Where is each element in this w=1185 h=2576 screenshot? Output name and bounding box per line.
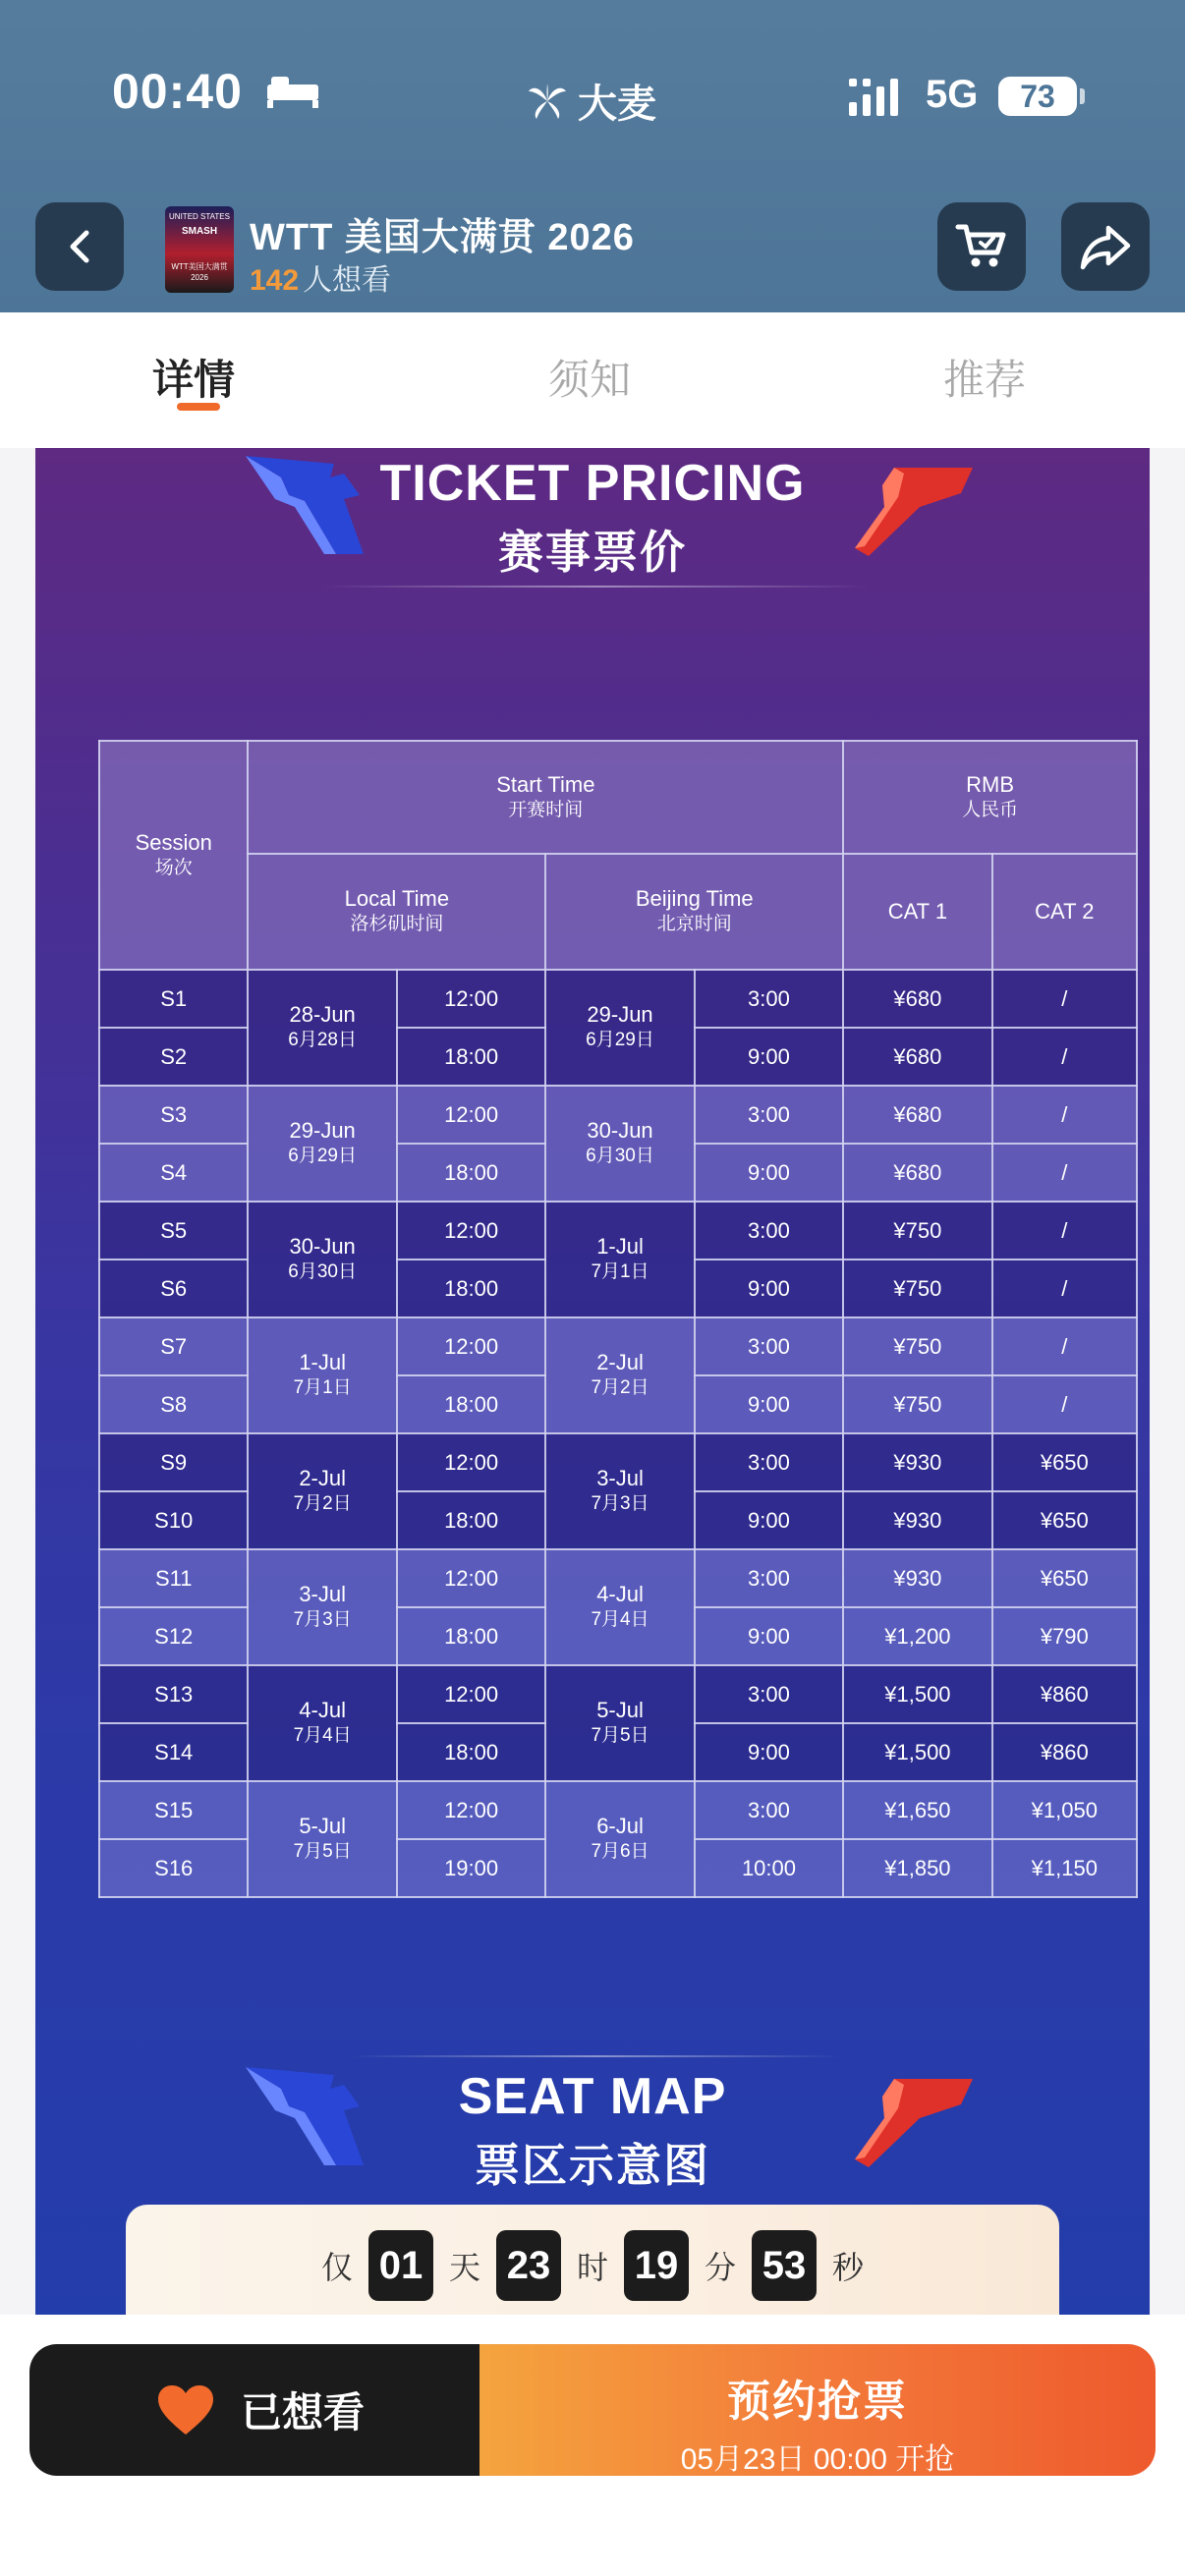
local-date-en: 2-Jul (299, 1466, 346, 1490)
want-count-suffix: 人想看 (303, 264, 392, 297)
ticket-pricing-heading (35, 454, 1150, 582)
header-local-time-en: Local Time (344, 886, 450, 911)
beijing-time-cell: 9:00 (695, 1260, 843, 1317)
cat2-price-cell: ¥650 (992, 1549, 1137, 1607)
cat2-price-cell: / (992, 1317, 1137, 1375)
beijing-date-cn: 7月3日 (591, 1493, 649, 1514)
reserve-sublabel: 05月23日 00:00 开抢 (680, 2443, 955, 2476)
beijing-time-cell: 3:00 (695, 1433, 843, 1491)
local-time-cell: 18:00 (397, 1260, 545, 1317)
cat1-price-cell: ¥750 (843, 1317, 991, 1375)
local-date-cn: 6月30日 (288, 1261, 357, 1282)
session-cell: S8 (99, 1375, 248, 1433)
cat2-price-cell: / (992, 1086, 1137, 1144)
countdown-prefix: 仅 (320, 2250, 353, 2285)
beijing-date-cell (545, 970, 694, 1086)
countdown-minutes-unit: 分 (705, 2250, 737, 2285)
seat-map-title-en: SEAT MAP (458, 2068, 727, 2125)
header-rmb-cn: 人民币 (962, 799, 1019, 820)
reserve-label: 预约抢票 (727, 2378, 908, 2426)
cat1-price-cell: ¥750 (843, 1375, 991, 1433)
beijing-date-en: 29-Jun (587, 1002, 653, 1027)
beijing-time-cell: 9:00 (695, 1491, 843, 1549)
network-type: 5G (926, 73, 979, 116)
beijing-time-cell: 9:00 (695, 1723, 843, 1781)
countdown-card (126, 2205, 1059, 2315)
local-date-cn: 7月3日 (293, 1609, 352, 1630)
damai-brand (525, 73, 656, 129)
local-date-cell (248, 1086, 396, 1202)
local-time-cell: 18:00 (397, 1607, 545, 1665)
price-rows (99, 970, 1137, 1897)
cat2-price-cell: ¥1,050 (992, 1781, 1137, 1839)
table-row (99, 970, 1137, 1028)
battery-indicator: 73 (998, 77, 1077, 116)
header-rmb (843, 741, 1137, 854)
clock-time: 00:40 (112, 64, 243, 119)
session-cell: S7 (99, 1317, 248, 1375)
header-beijing-time (545, 854, 843, 970)
beijing-time-cell: 9:00 (695, 1144, 843, 1202)
table-row (99, 1781, 1137, 1839)
cat1-price-cell: ¥930 (843, 1433, 991, 1491)
local-date-cell (248, 1665, 396, 1781)
cat2-price-cell: / (992, 1375, 1137, 1433)
local-date-cn: 7月1日 (293, 1377, 352, 1398)
table-row (99, 1086, 1137, 1144)
countdown-minutes: 19 (624, 2230, 689, 2301)
cat1-price-cell: ¥930 (843, 1549, 991, 1607)
table-row (99, 1317, 1137, 1375)
share-icon (1079, 222, 1132, 271)
cat2-price-cell: / (992, 1028, 1137, 1086)
cat2-price-cell: ¥860 (992, 1665, 1137, 1723)
countdown-hours: 23 (496, 2230, 561, 2301)
local-date-en: 5-Jul (299, 1814, 346, 1838)
beijing-date-en: 4-Jul (596, 1582, 644, 1606)
header-session-cn: 场次 (154, 857, 193, 878)
local-date-cell (248, 970, 396, 1086)
beijing-time-cell: 9:00 (695, 1607, 843, 1665)
local-time-cell: 12:00 (397, 1665, 545, 1723)
session-cell: S4 (99, 1144, 248, 1202)
local-time-cell: 12:00 (397, 1549, 545, 1607)
beijing-date-cell (545, 1317, 694, 1433)
beijing-time-cell: 3:00 (695, 1086, 843, 1144)
local-date-cell (248, 1317, 396, 1433)
tab-notice[interactable]: 须知 (548, 357, 632, 403)
beijing-date-cn: 6月30日 (586, 1146, 654, 1166)
beijing-date-cell (545, 1549, 694, 1665)
session-cell: S3 (99, 1086, 248, 1144)
detail-tabs (0, 312, 1185, 448)
poster-line-1: UNITED STATES (169, 212, 230, 221)
heading-divider (320, 586, 871, 588)
cat1-price-cell: ¥1,500 (843, 1665, 991, 1723)
local-time-cell: 18:00 (397, 1375, 545, 1433)
ticket-pricing-title-en: TICKET PRICING (379, 455, 806, 512)
local-time-cell: 12:00 (397, 1781, 545, 1839)
local-time-cell: 12:00 (397, 970, 545, 1028)
header-start-time-cn: 开赛时间 (508, 799, 584, 820)
beijing-date-cn: 7月5日 (591, 1725, 649, 1746)
cat2-price-cell: / (992, 1144, 1137, 1202)
session-cell: S13 (99, 1665, 248, 1723)
want-to-see-label: 已想看 (240, 2389, 365, 2436)
active-tab-indicator (177, 403, 220, 411)
countdown-hours-unit: 时 (576, 2250, 608, 2285)
beijing-time-cell: 3:00 (695, 1317, 843, 1375)
session-cell: S16 (99, 1839, 248, 1897)
session-cell: S10 (99, 1491, 248, 1549)
beijing-date-cn: 7月4日 (591, 1609, 649, 1630)
local-date-cn: 7月2日 (293, 1493, 352, 1514)
beijing-date-cell (545, 1665, 694, 1781)
countdown-days: 01 (368, 2230, 433, 2301)
session-cell: S11 (99, 1549, 248, 1607)
share-button[interactable] (1061, 202, 1150, 291)
beijing-date-en: 3-Jul (596, 1466, 644, 1490)
cat1-price-cell: ¥680 (843, 1086, 991, 1144)
back-button[interactable] (35, 202, 124, 291)
seat-map-title-cn: 票区示意图 (475, 2140, 710, 2191)
header-session-en: Session (135, 829, 212, 855)
beijing-time-cell: 3:00 (695, 1202, 843, 1260)
session-cell: S15 (99, 1781, 248, 1839)
cat2-price-cell: ¥790 (992, 1607, 1137, 1665)
want-count-number: 142 (250, 264, 300, 297)
want-to-see-button[interactable] (29, 2344, 491, 2476)
local-time-cell: 12:00 (397, 1202, 545, 1260)
cat1-price-cell: ¥680 (843, 1028, 991, 1086)
header-rmb-en: RMB (966, 771, 1015, 797)
local-time-cell: 12:00 (397, 1433, 545, 1491)
beijing-time-cell: 9:00 (695, 1028, 843, 1086)
cat1-price-cell: ¥750 (843, 1202, 991, 1260)
beijing-date-en: 1-Jul (596, 1234, 644, 1259)
brand-name: 大麦 (578, 83, 656, 126)
table-row (99, 1549, 1137, 1607)
cat2-price-cell: ¥650 (992, 1433, 1137, 1491)
beijing-time-cell: 3:00 (695, 1665, 843, 1723)
table-row (99, 1665, 1137, 1723)
top-header (0, 0, 1185, 312)
status-bar (0, 0, 1185, 187)
beijing-date-en: 6-Jul (596, 1814, 644, 1838)
beijing-time-cell: 3:00 (695, 970, 843, 1028)
seat-map-heading (35, 2067, 1150, 2195)
header-local-time-cn: 洛杉矶时间 (350, 914, 444, 934)
local-date-cell (248, 1202, 396, 1317)
local-time-cell: 18:00 (397, 1028, 545, 1086)
local-date-cn: 6月28日 (288, 1030, 357, 1050)
beijing-time-cell: 3:00 (695, 1549, 843, 1607)
local-time-cell: 18:00 (397, 1723, 545, 1781)
countdown-seconds-unit: 秒 (832, 2250, 865, 2285)
header-cat1: CAT 1 (843, 854, 991, 970)
ticket-pricing-title-cn: 赛事票价 (498, 527, 687, 578)
header-beijing-time-cn: 北京时间 (656, 914, 732, 934)
countdown-seconds: 53 (752, 2230, 817, 2301)
cat2-price-cell: / (992, 1260, 1137, 1317)
tab-recommend[interactable]: 推荐 (943, 357, 1027, 403)
cart-icon (954, 221, 1009, 272)
local-date-en: 3-Jul (299, 1582, 346, 1606)
local-date-cell (248, 1433, 396, 1549)
session-cell: S5 (99, 1202, 248, 1260)
countdown-days-unit: 天 (448, 2250, 480, 2285)
beijing-time-cell: 9:00 (695, 1375, 843, 1433)
header-start-time (248, 741, 843, 854)
beijing-date-cn: 7月2日 (591, 1377, 649, 1398)
poster-line-4: 2026 (191, 273, 208, 282)
local-time-cell: 12:00 (397, 1317, 545, 1375)
session-cell: S12 (99, 1607, 248, 1665)
event-poster-thumbnail[interactable] (165, 206, 234, 293)
countdown-row (126, 2228, 1059, 2303)
cat1-price-cell: ¥750 (843, 1260, 991, 1317)
local-date-cell (248, 1781, 396, 1897)
table-row (99, 1202, 1137, 1260)
beijing-date-cell (545, 1433, 694, 1549)
session-cell: S9 (99, 1433, 248, 1491)
detail-content (35, 448, 1150, 2315)
header-cat2: CAT 2 (992, 854, 1137, 970)
sleep-bed-icon (265, 73, 320, 112)
local-date-cn: 7月5日 (293, 1841, 352, 1862)
poster-line-2: SMASH (181, 226, 218, 237)
heading-divider (350, 2055, 841, 2057)
header-session (99, 741, 248, 970)
nav-row (0, 187, 1185, 312)
cat1-price-cell: ¥1,850 (843, 1839, 991, 1897)
cat2-price-cell: ¥860 (992, 1723, 1137, 1781)
local-date-en: 30-Jun (289, 1234, 356, 1259)
cat1-price-cell: ¥1,650 (843, 1781, 991, 1839)
cat1-price-cell: ¥930 (843, 1491, 991, 1549)
beijing-date-cell (545, 1086, 694, 1202)
local-time-cell: 12:00 (397, 1086, 545, 1144)
local-date-en: 4-Jul (299, 1698, 346, 1722)
beijing-date-cell (545, 1202, 694, 1317)
poster-line-3: WTT美国大满贯 (171, 262, 228, 271)
cat1-price-cell: ¥680 (843, 1144, 991, 1202)
local-date-en: 29-Jun (289, 1118, 356, 1143)
beijing-date-en: 30-Jun (587, 1118, 653, 1143)
cat2-price-cell: ¥1,150 (992, 1839, 1137, 1897)
beijing-time-cell: 3:00 (695, 1781, 843, 1839)
beijing-date-en: 5-Jul (596, 1698, 644, 1722)
header-start-time-en: Start Time (496, 771, 595, 797)
signal-strength-icon (847, 75, 906, 118)
tab-details[interactable]: 详情 (152, 357, 236, 403)
beijing-date-cell (545, 1781, 694, 1897)
local-time-cell: 18:00 (397, 1491, 545, 1549)
session-cell: S2 (99, 1028, 248, 1086)
cat1-price-cell: ¥1,200 (843, 1607, 991, 1665)
cat1-price-cell: ¥680 (843, 970, 991, 1028)
local-time-cell: 19:00 (397, 1839, 545, 1897)
header-beijing-time-en: Beijing Time (635, 886, 754, 911)
local-date-cell (248, 1549, 396, 1665)
local-date-en: 28-Jun (289, 1002, 356, 1027)
beijing-time-cell: 10:00 (695, 1839, 843, 1897)
local-date-cn: 7月4日 (293, 1725, 352, 1746)
want-count (250, 255, 391, 299)
ticket-pricing-table (98, 740, 1138, 1898)
heart-icon (156, 2383, 215, 2436)
table-row (99, 1433, 1137, 1491)
cat2-price-cell: ¥650 (992, 1491, 1137, 1549)
beijing-date-cn: 7月1日 (591, 1261, 649, 1282)
event-title: WTT 美国大满贯 2026 (250, 217, 635, 258)
cart-button[interactable] (937, 202, 1026, 291)
local-date-cn: 6月29日 (288, 1146, 357, 1166)
header-local-time (248, 854, 545, 970)
chevron-left-icon (63, 227, 96, 266)
cat2-price-cell: / (992, 970, 1137, 1028)
cat2-price-cell: / (992, 1202, 1137, 1260)
session-cell: S6 (99, 1260, 248, 1317)
local-date-en: 1-Jul (299, 1350, 346, 1374)
beijing-date-en: 2-Jul (596, 1350, 644, 1374)
reserve-ticket-button[interactable] (480, 2344, 1156, 2476)
beijing-date-cn: 6月29日 (586, 1030, 654, 1050)
damai-logo-icon (525, 82, 570, 121)
cat1-price-cell: ¥1,500 (843, 1723, 991, 1781)
local-time-cell: 18:00 (397, 1144, 545, 1202)
session-cell: S1 (99, 970, 248, 1028)
session-cell: S14 (99, 1723, 248, 1781)
bottom-action-bar (0, 2315, 1185, 2576)
beijing-date-cn: 7月6日 (591, 1841, 649, 1862)
